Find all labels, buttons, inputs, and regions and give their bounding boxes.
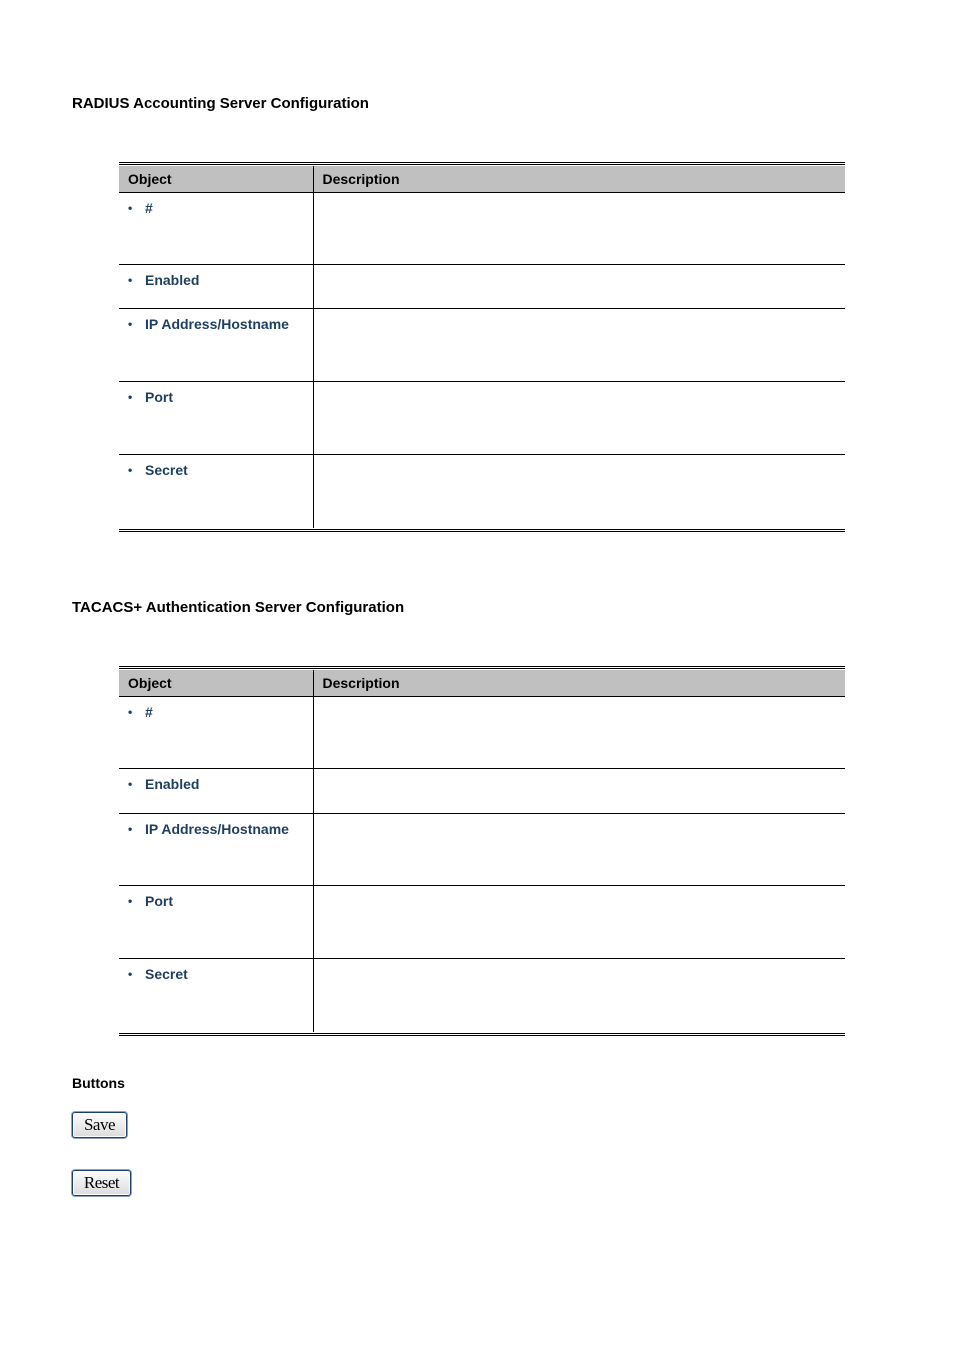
bullet-icon: • bbox=[128, 777, 133, 791]
object-item-ip-address: • IP Address/Hostname bbox=[128, 821, 289, 837]
table-row bbox=[119, 697, 845, 769]
table-row bbox=[119, 814, 845, 886]
object-item-enabled: • Enabled bbox=[128, 272, 200, 288]
description-cell bbox=[313, 697, 845, 769]
object-column-header: Object bbox=[119, 670, 313, 697]
buttons-title: Buttons bbox=[72, 1075, 125, 1091]
table-row bbox=[119, 959, 845, 1032]
radius-accounting-table bbox=[119, 162, 845, 532]
bullet-icon: • bbox=[128, 273, 133, 287]
description-cell bbox=[313, 309, 845, 382]
description-cell bbox=[313, 455, 845, 528]
bullet-icon: • bbox=[128, 967, 133, 981]
table-row bbox=[119, 382, 845, 455]
object-item-number: • # bbox=[128, 704, 153, 720]
table-row bbox=[119, 265, 845, 309]
object-item-secret: • Secret bbox=[128, 966, 188, 982]
bullet-icon: • bbox=[128, 390, 133, 404]
table-row bbox=[119, 455, 845, 528]
object-item-enabled: • Enabled bbox=[128, 776, 200, 792]
object-item-port: • Port bbox=[128, 389, 173, 405]
description-column-header: Description bbox=[313, 670, 845, 697]
object-item-number: • # bbox=[128, 200, 153, 216]
description-column-header: Description bbox=[313, 166, 845, 193]
description-cell bbox=[313, 193, 845, 265]
description-cell bbox=[313, 886, 845, 959]
object-item-port: • Port bbox=[128, 893, 173, 909]
description-cell bbox=[313, 382, 845, 455]
reset-button[interactable]: Reset bbox=[72, 1170, 131, 1196]
radius-accounting-title: RADIUS Accounting Server Configuration bbox=[72, 95, 369, 112]
table-row bbox=[119, 193, 845, 265]
table-row bbox=[119, 886, 845, 959]
bullet-icon: • bbox=[128, 705, 133, 719]
object-item-secret: • Secret bbox=[128, 462, 188, 478]
description-cell bbox=[313, 769, 845, 814]
bullet-icon: • bbox=[128, 822, 133, 836]
save-button[interactable]: Save bbox=[72, 1112, 127, 1138]
bullet-icon: • bbox=[128, 201, 133, 215]
object-column-header: Object bbox=[119, 166, 313, 193]
bullet-icon: • bbox=[128, 894, 133, 908]
description-cell bbox=[313, 265, 845, 309]
table-row bbox=[119, 769, 845, 814]
description-cell bbox=[313, 814, 845, 886]
bullet-icon: • bbox=[128, 463, 133, 477]
object-item-ip-address: • IP Address/Hostname bbox=[128, 316, 289, 332]
table-row bbox=[119, 309, 845, 382]
tacacs-authentication-title: TACACS+ Authentication Server Configuration bbox=[72, 599, 405, 616]
bullet-icon: • bbox=[128, 317, 133, 331]
tacacs-authentication-table bbox=[119, 666, 845, 1036]
description-cell bbox=[313, 959, 845, 1032]
